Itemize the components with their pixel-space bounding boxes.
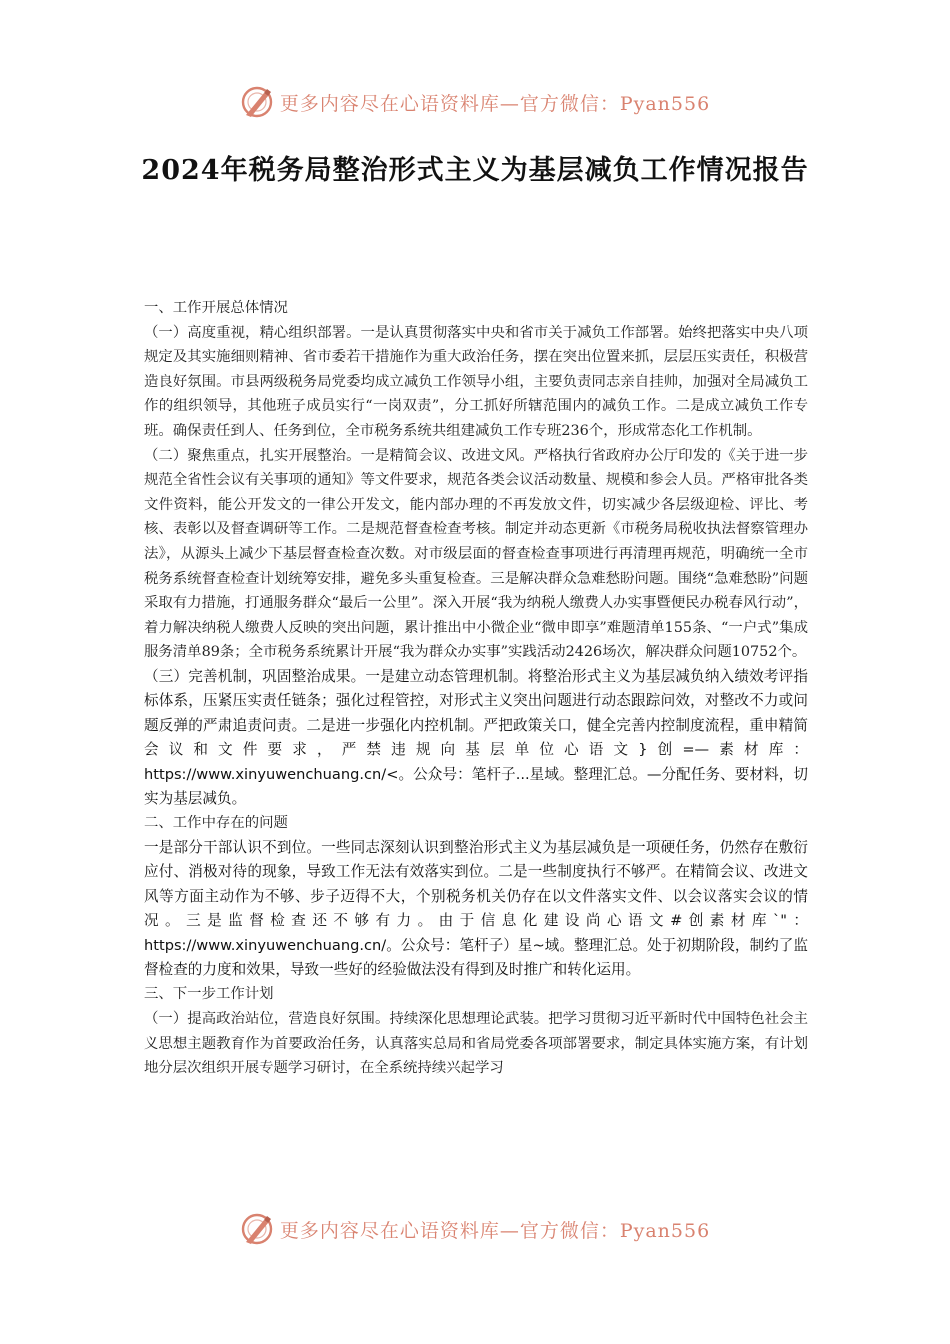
section-heading: 三、下一步工作计划 [144, 986, 274, 1003]
paragraph: （三）完善机制，巩固整治成果。一是建立动态管理机制。将整治形式主义为基层减负纳入绩效考评指标体系，压紧压实责任链条；强化过程管控，对形式主义突出问题进行动态跟踪问效，对整改不力或问题反弹的严肃追责问责。二是进一步强化内控机制。严把政策关口，健全完善内控制度流程，重申精简会议和文件要求，严禁违规向基层单位心语文}创=—素材库：https://www.xinyuwenchuang.cn/<。公众号：笔杆子...星域。整理汇总。—分配任务、要材料，切实为基层减负。 [144, 667, 808, 807]
pen-logo-icon [240, 1212, 274, 1246]
paragraph: （一）高度重视，精心组织部署。一是认真贯彻落实中央和省市关于减负工作部署。始终把落实中央八项规定及其实施细则精神、省市委若干措施作为重大政治任务，摆在突出位置来抓，层层压实责任，积极营造良好氛围。市县两级税务局党委均成立减负工作领导小组，主要负责同志亲自挂帅，加强对全局减负工作的组织领导，其他班子成员实行“一岗双责”，分工抓好所辖范围内的减负工作。二是成立减负工作专班。确保责任到人、任务到位，全市税务系统共组建减负工作专班236个，形成常态化工作机制。 [144, 324, 808, 439]
watermark-banner-bottom [0, 1209, 950, 1249]
document-body [144, 296, 808, 1081]
watermark-text: 更多内容尽在心语资料库—官方微信：Pyan556 [279, 92, 711, 115]
paragraph: （一）提高政治站位，营造良好氛围。持续深化思想理论武装。把学习贯彻习近平新时代中国特色社会主义思想主题教育作为首要政治任务，认真落实总局和省局党委各项部署要求，制定具体实施方案，有计划地分层次组织开展专题学习研讨，在全系统持续兴起学习 [144, 1010, 808, 1077]
section-heading: 二、工作中存在的问题 [144, 815, 288, 832]
document-title: 2024年税务局整治形式主义为基层减负工作情况报告 [141, 155, 809, 186]
section-heading: 一、工作开展总体情况 [144, 300, 288, 316]
paragraph: （二）聚焦重点，扎实开展整治。一是精简会议、改进文风。严格执行省政府办公厅印发的《关于进一步规范全省性会议有关事项的通知》等文件要求，规范各类会议活动数量、规模和参会人员。严格审批各类文件资料，能公开发文的一律公开发文，能内部办理的不再发放文件，切实减少各层级迎检、评比、考核、表彰以及督查调研等工作。二是规范督查检查考核。制定并动态更新《市税务局税收执法督察管理办法》，从源头上减少下基层督查检查次数。对市级层面的督查检查事项进行再清理再规范，明确统一全市税务系统督查检查计划统筹安排，避免多头重复检查。三是解决群众急难愁盼问题。围绕“急难愁盼”问题采取有力措施，打通服务群众“最后一公里”。深入开展“我为纳税人缴费人办实事暨便民办税春风行动”，着力解决纳税人缴费人反映的突出问题，累计推出中小微企业“微申即享”难题清单155条、“一户式”集成服务清单89条；全市税务系统累计开展“我为群众办实事”实践活动2426场次，解决群众问题10752个。 [144, 447, 808, 661]
paragraph: 一是部分干部认识不到位。一些同志深刻认识到整治形式主义为基层减负是一项硬任务，仍然存在敷衍应付、消极对待的现象，导致工作无法有效落实到位。二是一些制度执行不够严。在精简会议、改进文风等方面主动作为不够、步子迈得不大，个别税务机关仍存在以文件落实文件、以会议落实会议的情况。三是监督检查还不够有力。由于信息化建设尚心语文#创素材库`"：https://www.xinyuwenchuang.cn/。公众号：笔杆子）星~域。整理汇总。处于初期阶段，制约了监督检查的力度和效果，导致一些好的经验做法没有得到及时推广和转化运用。 [144, 838, 808, 978]
pen-logo-icon [240, 85, 274, 119]
watermark-text: 更多内容尽在心语资料库—官方微信：Pyan556 [279, 1219, 711, 1242]
watermark-banner-top [0, 82, 950, 122]
